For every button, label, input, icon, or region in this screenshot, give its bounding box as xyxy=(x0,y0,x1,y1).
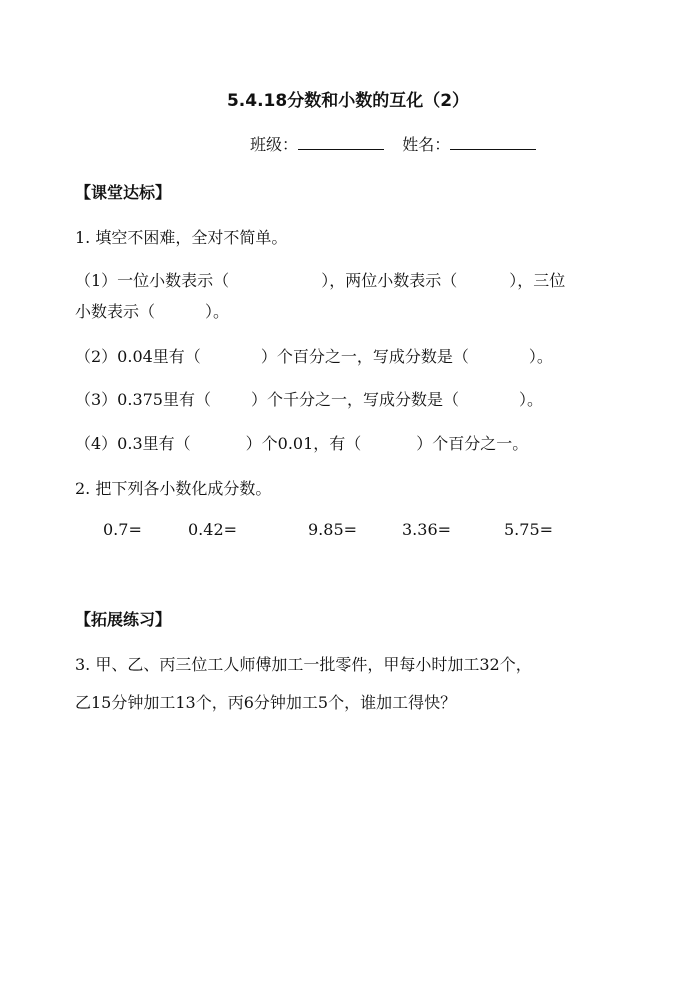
decimal-item: 9.85= xyxy=(308,520,358,539)
name-label: 姓名： xyxy=(402,135,451,154)
question-1-item-3: （3）0.375里有（ ）个千分之一，写成分数是（ ）。 xyxy=(75,390,544,409)
name-blank[interactable] xyxy=(450,133,536,150)
question-1-item-1-line-1: （1）一位小数表示（ ），两位小数表示（ ），三位 xyxy=(75,271,566,290)
question-2-items xyxy=(0,520,696,540)
page-title: 5.4.18分数和小数的互化（2） xyxy=(226,91,470,111)
decimal-item: 0.7= xyxy=(103,520,142,539)
decimal-item: 5.75= xyxy=(504,520,554,539)
question-1-item-4: （4）0.3里有（ ）个0.01，有（ ）个百分之一。 xyxy=(75,434,529,453)
decimal-item: 0.42= xyxy=(188,520,238,539)
question-1-item-2: （2）0.04里有（ ）个百分之一，写成分数是（ ）。 xyxy=(75,347,553,366)
header-fields xyxy=(250,132,536,155)
section-heading-classwork: 【课堂达标】 xyxy=(75,183,172,202)
class-label: 班级： xyxy=(250,135,299,154)
class-blank[interactable] xyxy=(298,133,384,150)
section-heading-extension: 【拓展练习】 xyxy=(75,610,172,629)
question-2-prompt: 2. 把下列各小数化成分数。 xyxy=(75,479,272,498)
decimal-item: 3.36= xyxy=(402,520,452,539)
question-1-item-1-line-2: 小数表示（ ）。 xyxy=(75,302,230,321)
question-1-prompt: 1. 填空不困难，全对不简单。 xyxy=(75,228,288,247)
question-3-line-1: 3. 甲、乙、丙三位工人师傅加工一批零件，甲每小时加工32个， xyxy=(75,655,532,674)
question-3-line-2: 乙15分钟加工13个，丙6分钟加工5个，谁加工得快？ xyxy=(75,693,457,712)
